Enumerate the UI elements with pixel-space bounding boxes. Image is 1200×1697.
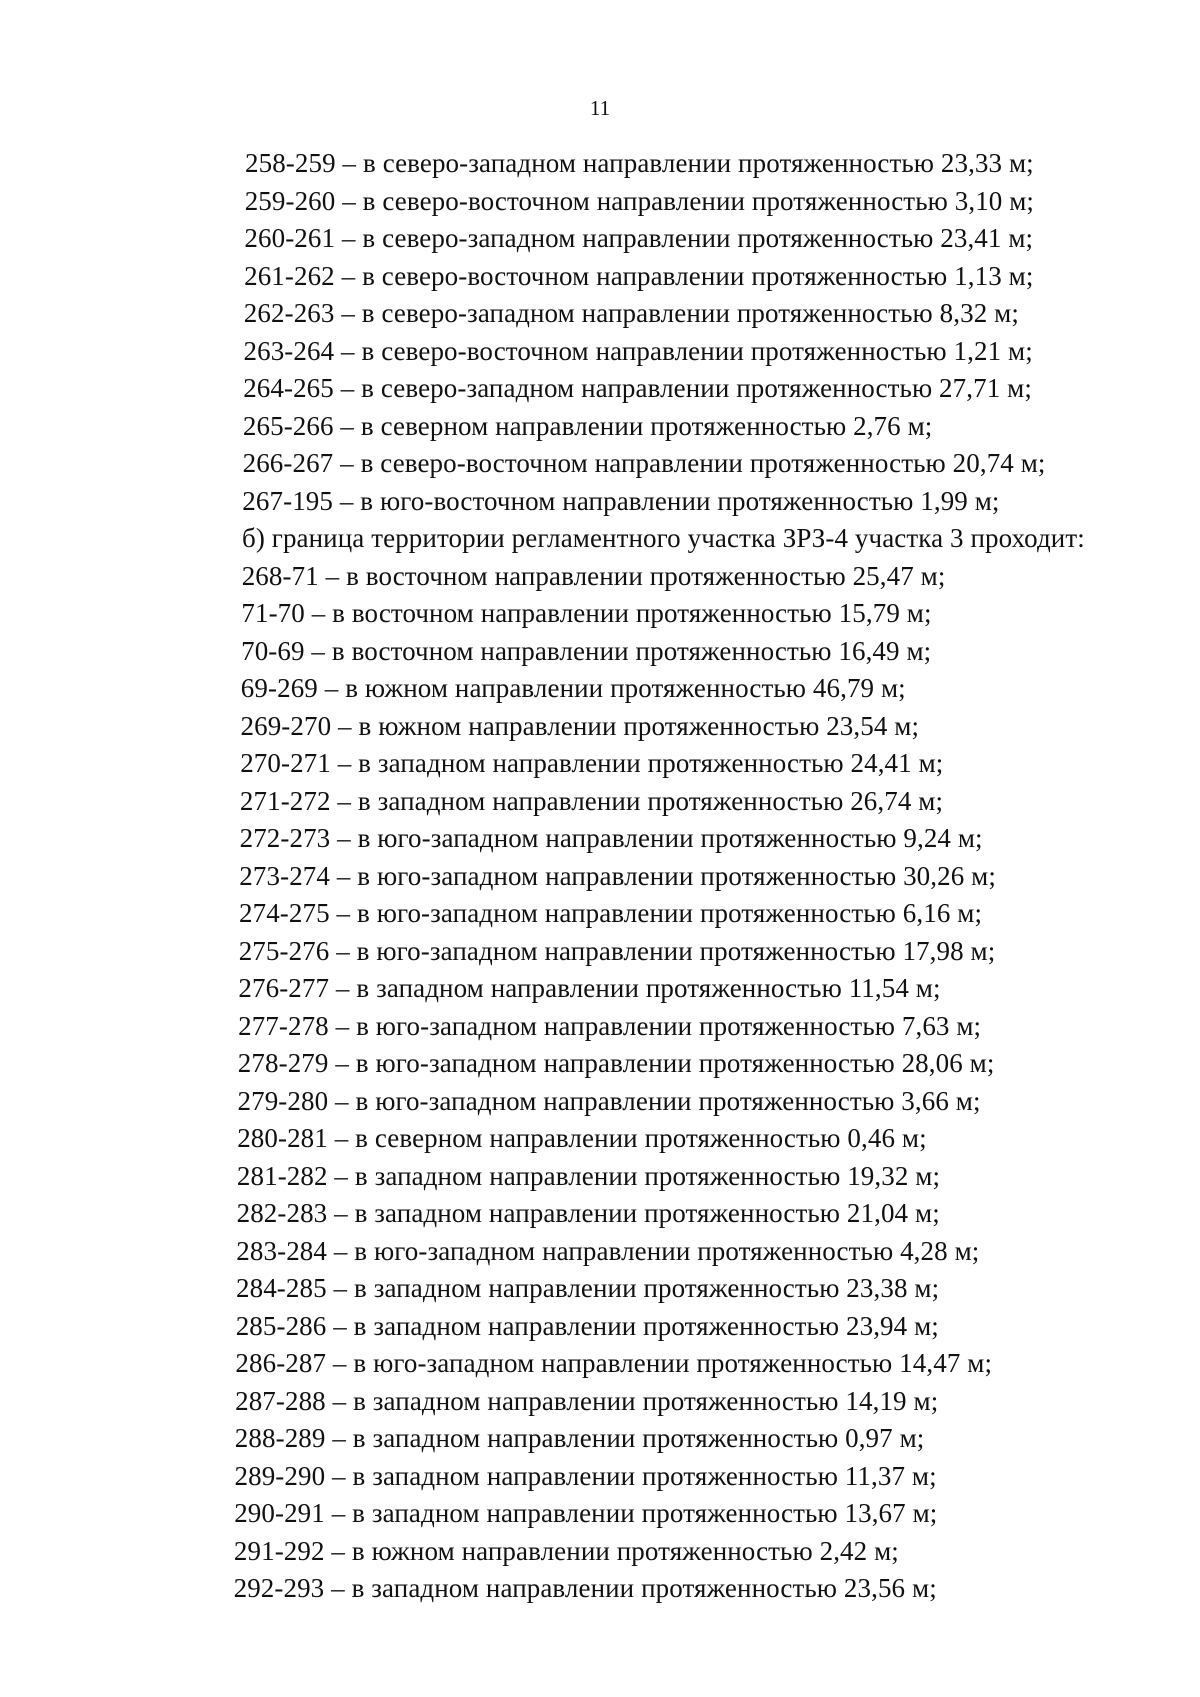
boundary-line: 286-287 – в юго-западном направлении протяженностью 14,47 м; (235, 1348, 993, 1378)
boundary-line: 262-263 – в северо-западном направлении протяженностью 8,32 м; (243, 298, 1019, 328)
boundary-line: 273-274 – в юго-западном направлении протяженностью 30,26 м; (239, 860, 996, 891)
boundary-line: 272-273 – в юго-западном направлении протяженностью 9,24 м; (239, 823, 983, 853)
boundary-line: 283-284 – в юго-западном направлении протяженностью 4,28 м; (236, 1235, 980, 1266)
boundary-line: 269-270 – в южном направлении протяженностью 23,54 м; (240, 710, 920, 741)
boundary-line: 275-276 – в юго-западном направлении протяженностью 17,98 м; (238, 935, 996, 966)
boundary-line: 281-282 – в западном направлении протяженностью 19,32 м; (236, 1160, 941, 1191)
boundary-line: 279-280 – в юго-западном направлении протяженностью 3,66 м; (237, 1085, 981, 1116)
boundary-line: 282-283 – в западном направлении протяженностью 21,04 м; (236, 1198, 940, 1228)
boundary-line: 263-264 – в северо-восточном направлении протяженностью 1,21 м; (243, 335, 1033, 366)
section-heading: б) граница территории регламентного участка ЗРЗ-4 участка 3 проходит: (242, 523, 1085, 553)
boundary-line: 280-281 – в северном направлении протяженностью 0,46 м; (237, 1123, 927, 1153)
boundary-line: 265-266 – в северном направлении протяженностью 2,76 м; (242, 410, 933, 441)
boundary-line: 71-70 – в восточном направлении протяженностью 15,79 м; (241, 598, 932, 628)
boundary-line: 69-269 – в южном направлении протяженностью 46,79 м; (240, 673, 906, 703)
boundary-line: 267-195 – в юго-восточном направлении протяженностью 1,99 м; (242, 485, 1000, 516)
boundary-line: 259-260 – в северо-восточном направлении протяженностью 3,10 м; (244, 185, 1035, 216)
boundary-line: 271-272 – в западном направлении протяженностью 26,74 м; (239, 785, 944, 816)
boundary-line: 290-291 – в западном направлении протяженностью 13,67 м; (234, 1498, 938, 1528)
boundary-line: 268-71 – в восточном направлении протяженностью 25,47 м; (241, 560, 946, 591)
boundary-line: 70-69 – в восточном направлении протяженностью 16,49 м; (241, 635, 932, 666)
boundary-line: 266-267 – в северо-восточном направлении протяженностью 20,74 м; (242, 448, 1046, 478)
boundary-line: 291-292 – в южном направлении протяженностью 2,42 м; (233, 1535, 899, 1566)
boundary-line: 285-286 – в западном направлении протяженностью 23,94 м; (235, 1310, 939, 1341)
boundary-line: 284-285 – в западном направлении протяженностью 23,38 м; (236, 1273, 940, 1303)
boundary-line: 292-293 – в западном направлении протяженностью 23,56 м; (233, 1573, 937, 1603)
boundary-line: 270-271 – в западном направлении протяженностью 24,41 м; (240, 748, 944, 778)
boundary-line: 264-265 – в северо-западном направлении протяженностью 27,71 м; (243, 373, 1032, 403)
boundary-line: 260-261 – в северо-западном направлении протяженностью 23,41 м; (244, 223, 1034, 253)
boundary-line: 287-288 – в западном направлении протяженностью 14,19 м; (235, 1385, 939, 1416)
boundary-line: 277-278 – в юго-западном направлении протяженностью 7,63 м; (238, 1010, 982, 1041)
boundary-line: 274-275 – в юго-западном направлении протяженностью 6,16 м; (239, 898, 983, 928)
boundary-line: 289-290 – в западном направлении протяженностью 11,37 м; (234, 1460, 937, 1491)
page-number: 11 (589, 96, 611, 120)
boundary-line: 288-289 – в западном направлении протяженностью 0,97 м; (234, 1423, 925, 1453)
boundary-line: 278-279 – в юго-западном направлении протяженностью 28,06 м; (237, 1048, 995, 1078)
boundary-line: 261-262 – в северо-восточном направлении протяженностью 1,13 м; (244, 260, 1034, 291)
boundary-line: 258-259 – в северо-западном направлении протяженностью 23,33 м; (245, 148, 1034, 178)
boundary-line: 276-277 – в западном направлении протяженностью 11,54 м; (238, 973, 941, 1003)
